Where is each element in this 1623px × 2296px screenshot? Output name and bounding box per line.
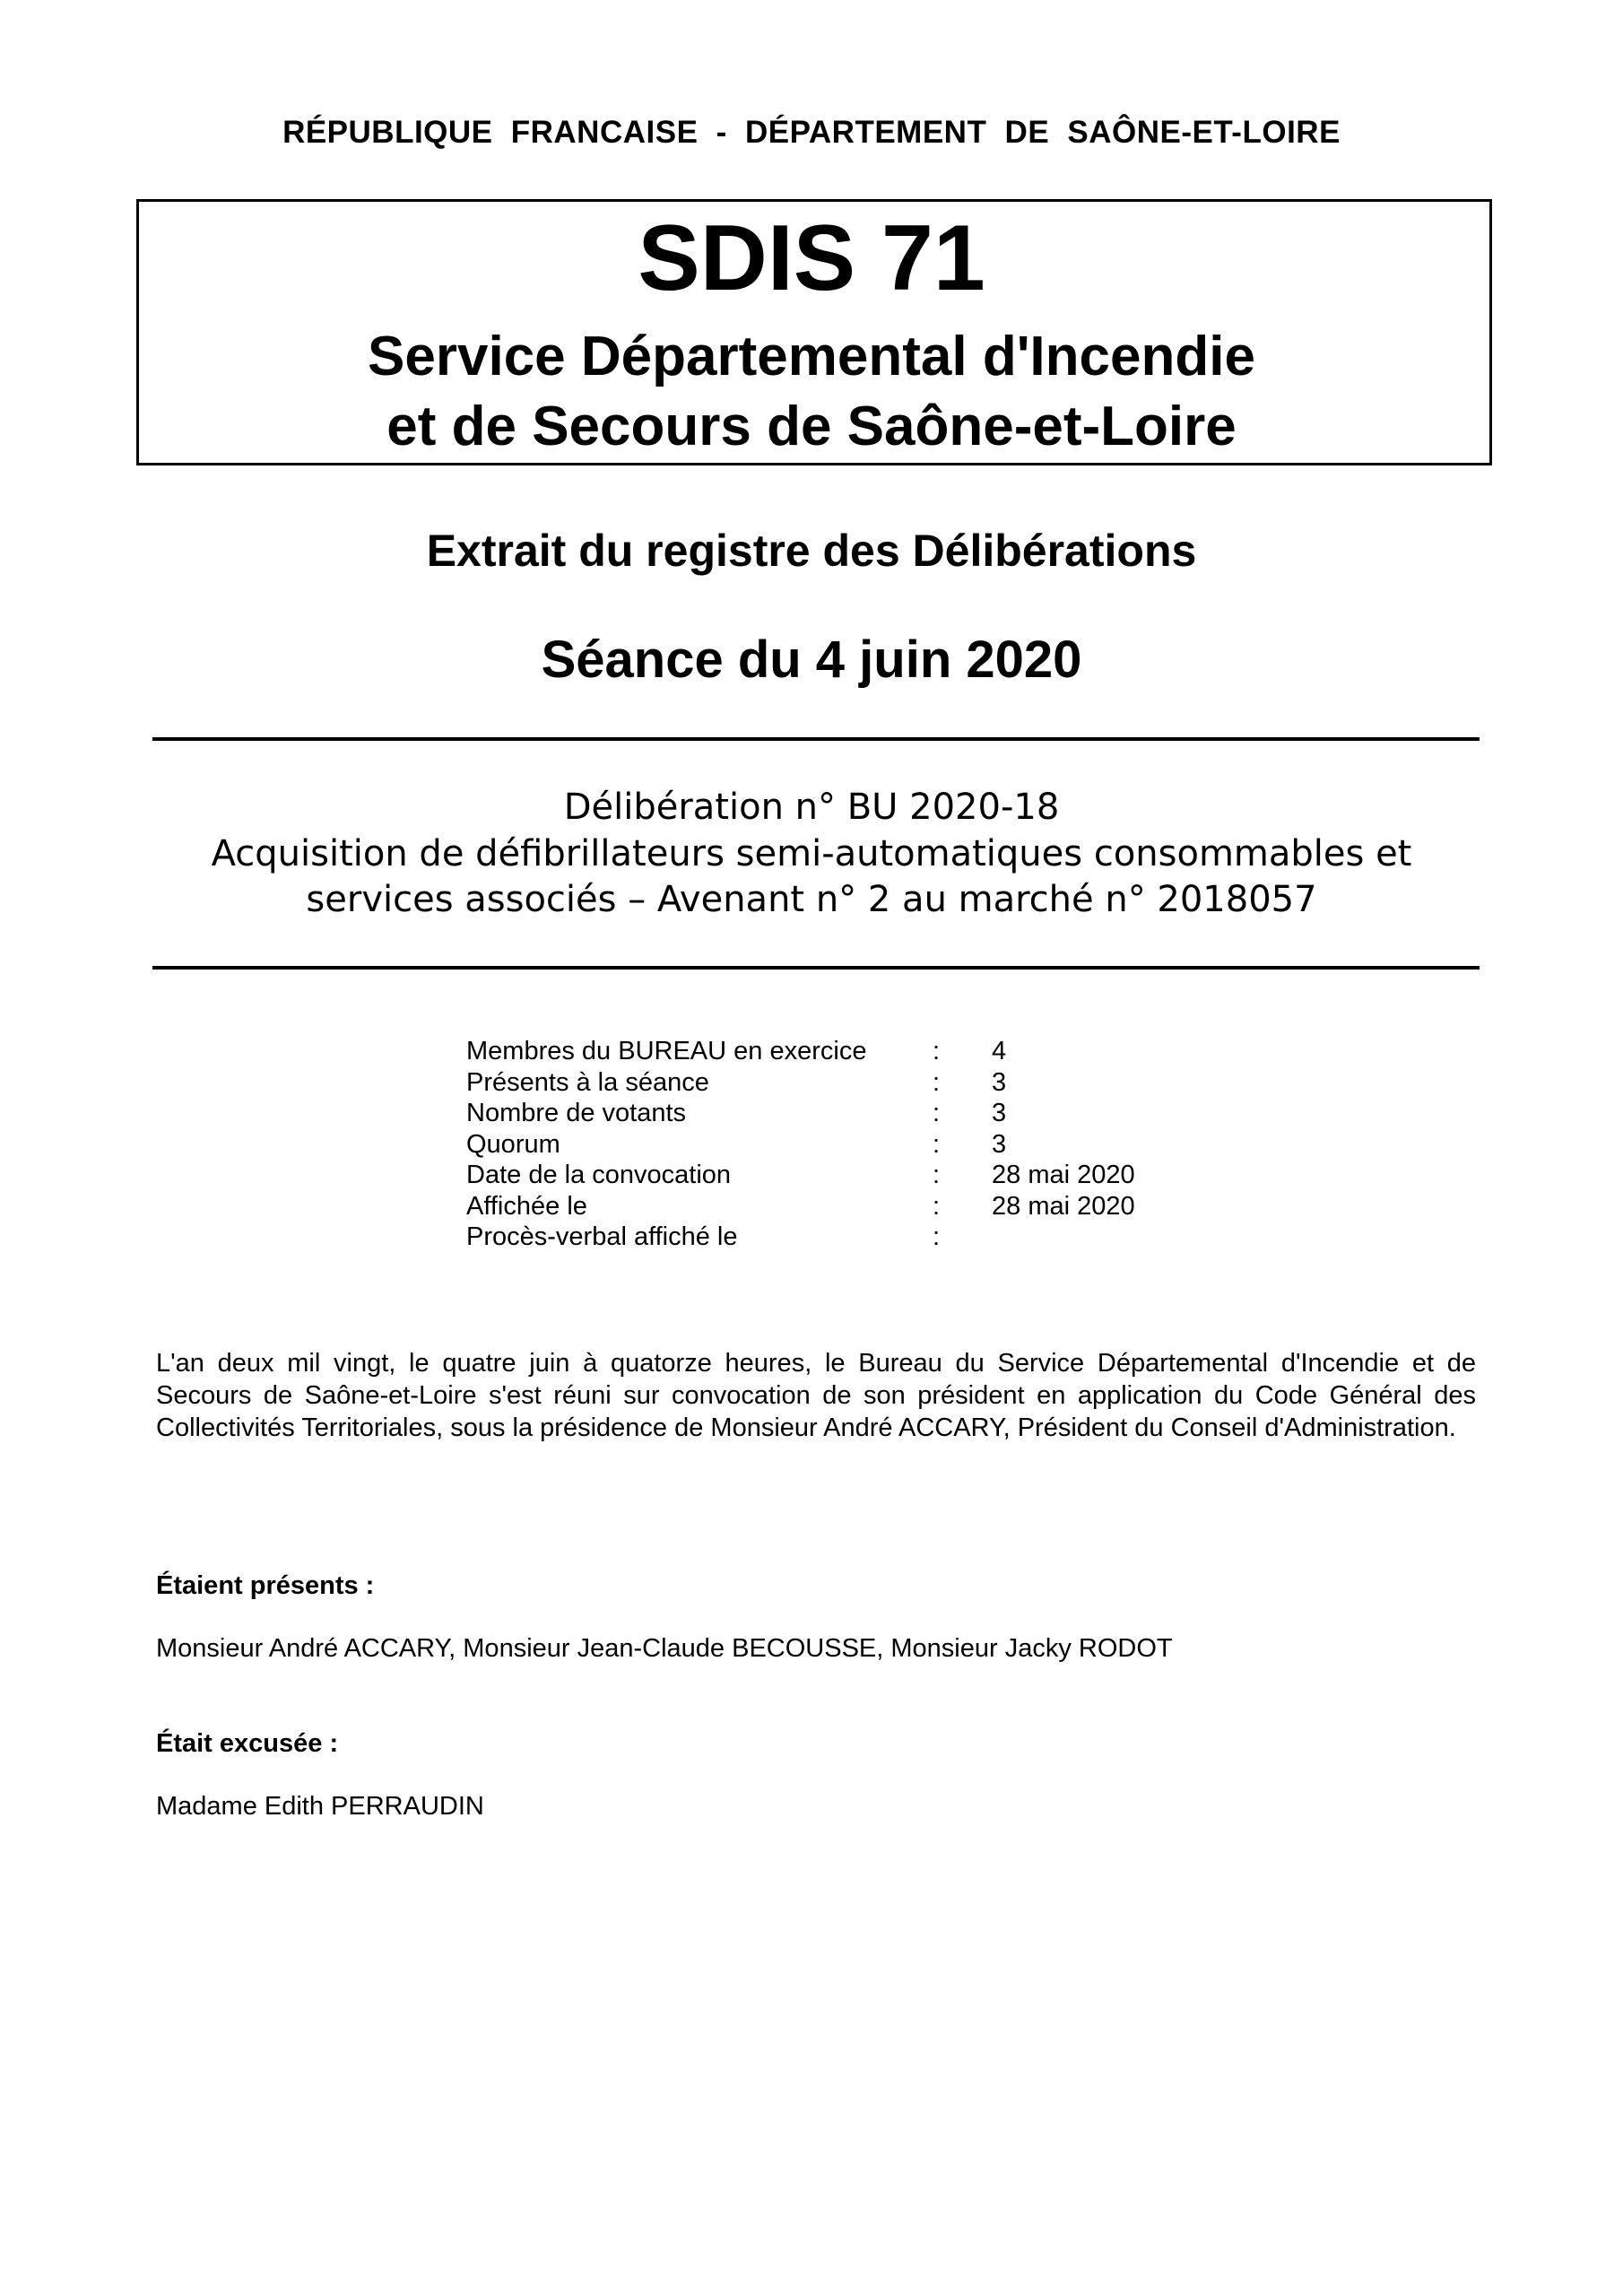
info-colon: : [933, 1161, 941, 1189]
info-colon: : [933, 1129, 941, 1159]
organization-name-line-2: et de Secours de Saône-et-Loire [386, 396, 1237, 457]
excused-list: Madame Edith PERRAUDIN [156, 1792, 484, 1821]
session-date-title: Séance du 4 juin 2020 [541, 631, 1082, 689]
info-label: Présents à la séance [466, 1067, 709, 1097]
info-colon: : [933, 1037, 941, 1065]
divider-top [152, 737, 1480, 741]
session-paragraph: L'an deux mil vingt, le quatre juin à quatorze heures, le Bureau du Service Départemental d'Incendie et de Secours de Saône-et-Loire s'est réuni sur convocation de son président en application du Code Général des Collectivités Territoriales, sous la présidence de Monsieur André ACCARY, Président du Conseil d'Administration. [156, 1349, 1476, 1442]
organization-acronym: SDIS 71 [638, 206, 985, 310]
deliberation-title-line-2: services associés – Avenant n° 2 au marché n° 2018057 [306, 879, 1317, 920]
info-value: 4 [992, 1037, 1007, 1065]
info-value: 3 [992, 1099, 1007, 1127]
info-value: 28 mai 2020 [992, 1191, 1135, 1221]
register-extract-title: Extrait du registre des Délibérations [426, 526, 1197, 576]
info-label: Nombre de votants [466, 1099, 687, 1127]
attendees-heading: Étaient présents : [156, 1571, 375, 1600]
info-colon: : [933, 1191, 941, 1221]
info-label: Quorum [466, 1129, 560, 1159]
organization-name-line-1: Service Départemental d'Incendie [368, 326, 1255, 387]
attendees-list: Monsieur André ACCARY, Monsieur Jean-Claude BECOUSSE, Monsieur Jacky RODOT [156, 1634, 1173, 1663]
info-label: Membres du BUREAU en exercice [466, 1037, 867, 1065]
info-value: 3 [992, 1067, 1007, 1097]
info-colon: : [933, 1099, 941, 1127]
deliberation-title-line-1: Acquisition de défibrillateurs semi-automatiques consommables et [211, 833, 1412, 874]
info-value: 28 mai 2020 [992, 1161, 1135, 1189]
excused-heading: Était excusée : [156, 1729, 339, 1758]
republic-header: RÉPUBLIQUE FRANCAISE - DÉPARTEMENT DE SAÔNE-ET-LOIRE [282, 115, 1341, 150]
divider-bottom [152, 966, 1480, 970]
deliberation-number: Délibération n° BU 2020-18 [563, 787, 1060, 828]
info-colon: : [933, 1222, 941, 1251]
info-label: Affichée le [466, 1191, 587, 1221]
info-label: Date de la convocation [466, 1161, 732, 1189]
info-label: Procès-verbal affiché le [466, 1222, 738, 1251]
info-colon: : [933, 1067, 941, 1097]
info-value: 3 [992, 1129, 1007, 1159]
